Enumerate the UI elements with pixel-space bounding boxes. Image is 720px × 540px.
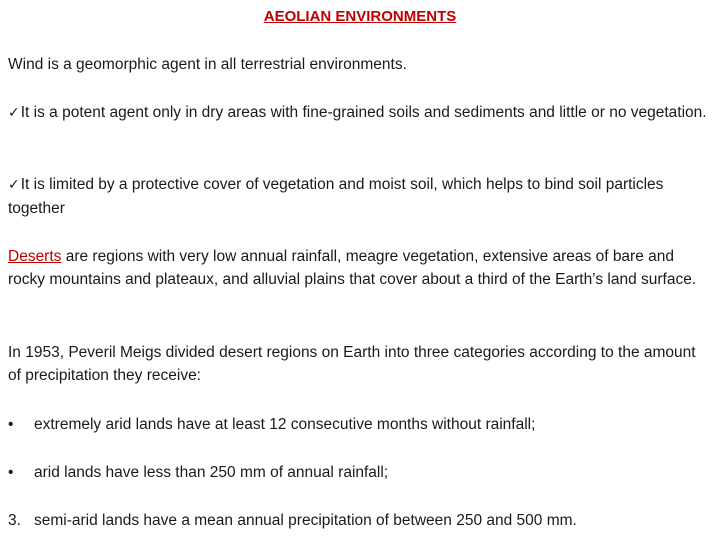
- category-text: extremely arid lands have at least 12 consecutive months without rainfall;: [34, 416, 536, 433]
- deserts-definition: are regions with very low annual rainfall, meagre vegetation, extensive areas of bare and rocky mountains and plateaux, and alluvial plains that cover about a third of the Earth’s land surface.: [8, 248, 697, 288]
- category-item: [8, 509, 708, 532]
- check-item-text: It is limited by a protective cover of vegetation and moist soil, which helps to bind soil particles together: [8, 176, 664, 217]
- check-item-2: [8, 173, 708, 220]
- check-mark-icon: ✓: [8, 177, 20, 193]
- bullet-icon: •: [8, 416, 14, 433]
- category-item: [8, 461, 708, 484]
- check-item-1: [8, 101, 708, 125]
- check-mark-icon: ✓: [8, 105, 20, 121]
- check-item-text: It is a potent agent only in dry areas with fine-grained soils and sediments and little or no vegetation.: [20, 104, 707, 121]
- category-text: arid lands have less than 250 mm of annual rainfall;: [34, 464, 389, 481]
- list-number: 3.: [8, 512, 21, 529]
- page-title: AEOLIAN ENVIRONMENTS: [263, 8, 457, 25]
- deserts-paragraph: [8, 245, 708, 291]
- meigs-paragraph: In 1953, Peveril Meigs divided desert regions on Earth into three categories according to the amount of precipitation they receive:: [8, 344, 696, 384]
- category-text: semi-arid lands have a mean annual precipitation of between 250 and 500 mm.: [34, 512, 577, 529]
- bullet-icon: •: [8, 464, 14, 481]
- deserts-term: Deserts: [8, 248, 62, 265]
- category-item: [8, 413, 708, 436]
- intro-paragraph: Wind is a geomorphic agent in all terrestrial environments.: [8, 56, 407, 73]
